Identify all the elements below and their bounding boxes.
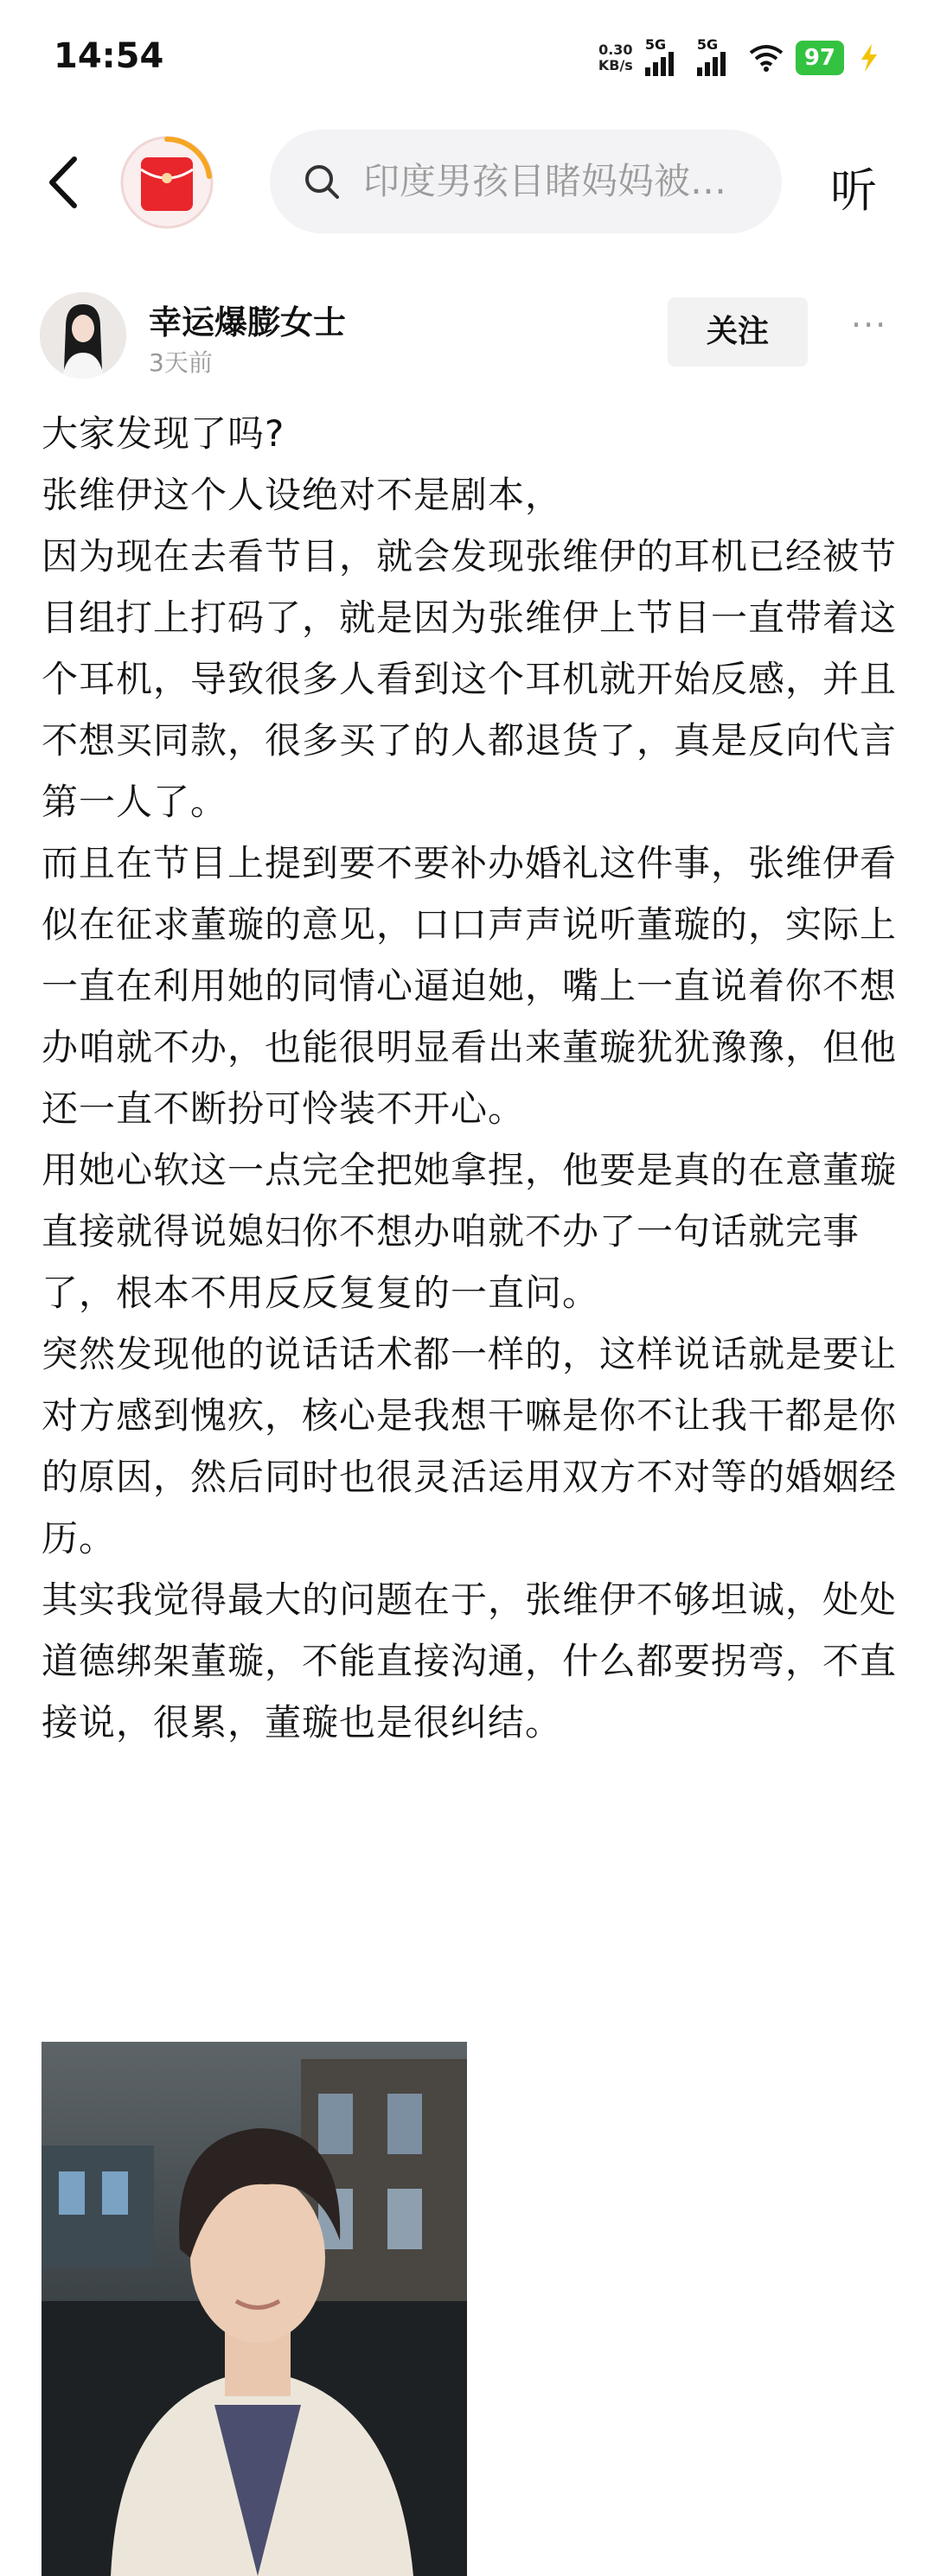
listen-button[interactable]: 听 — [830, 163, 877, 218]
follow-button[interactable]: 关注 — [668, 297, 808, 367]
photo-image — [42, 2042, 467, 2576]
avatar-image — [40, 292, 126, 379]
avatar[interactable] — [40, 292, 126, 379]
network-speed-unit: KB/s — [598, 57, 633, 73]
paragraph: 突然发现他的说话话术都一样的，这样说话就是要让对方感到愧疚，核心是我想干嘛是你不让我干都是你的原因，然后同时也很灵活运用双方不对等的婚姻经历。 — [42, 1333, 898, 1559]
post-time: 3天前 — [149, 348, 213, 377]
author-name[interactable]: 幸运爆膨女士 — [149, 303, 347, 341]
signal-label-1: 5G — [644, 36, 667, 53]
post-photo[interactable] — [42, 2042, 467, 2576]
paragraph: 因为现在去看节目，就会发现张维伊的耳机已经被节目组打上打码了，就是因为张维伊上节目一直带着这个耳机，导致很多人看到这个耳机就开始反感，并且不想买同款，很多买了的人都退货了，真是反向代言第一人了。 — [42, 535, 898, 823]
article-body — [42, 403, 898, 1753]
search-bar[interactable] — [270, 130, 782, 233]
status-time: 14:54 — [54, 36, 164, 76]
signal-5g-icon-2 — [696, 36, 737, 76]
paragraph: 其实我觉得最大的问题在于，张维伊不够坦诚，处处道德绑架董璇，不能直接沟通，什么都要拐弯，不直接说，很累，董璇也是很纠结。 — [42, 1578, 898, 1744]
search-icon — [301, 161, 342, 202]
status-icons — [598, 35, 882, 81]
paragraph: 而且在节目上提到要不要补办婚礼这件事，张维伊看似在征求董璇的意见，口口声声说听董璇的，实际上一直在利用她的同情心逼迫她，嘴上一直说着你不想办咱就不办，也能很明显看出来董璇犹犹豫豫，但他还一直不断扮可怜装不开心。 — [42, 842, 898, 1130]
network-speed — [598, 42, 633, 73]
paragraph: 张维伊这个人设绝对不是剧本， — [42, 474, 563, 516]
signal-5g-icon-1 — [644, 36, 685, 76]
paragraph: 用她心软这一点完全把她拿捏，他要是真的在意董璇直接就得说媳妇你不想办咱就不办了一句话就完事了，根本不用反反复复的一直问。 — [42, 1149, 898, 1314]
chevron-left-icon[interactable] — [43, 154, 86, 211]
more-options-icon[interactable]: ··· — [851, 306, 888, 344]
top-navigation — [0, 130, 934, 233]
wifi-icon — [749, 44, 784, 72]
charging-bolt-icon — [856, 42, 882, 73]
search-placeholder: 印度男孩目睹妈妈被… — [363, 160, 727, 202]
author-header — [0, 285, 934, 398]
battery-indicator: 97 — [796, 41, 844, 75]
signal-label-2: 5G — [696, 36, 719, 53]
paragraph: 大家发现了吗? — [42, 412, 285, 455]
status-bar — [0, 0, 934, 112]
network-speed-value: 0.30 — [598, 41, 633, 58]
red-envelope-icon[interactable] — [119, 135, 214, 230]
